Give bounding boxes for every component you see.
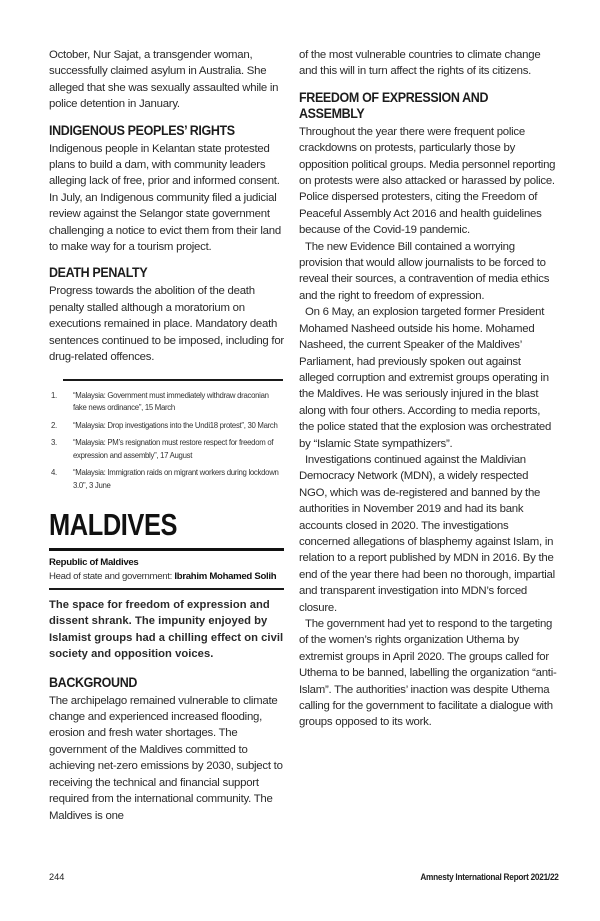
footnote-item[interactable] [49,437,284,462]
continuation-text: October, Nur Sajat, a transgender woman, successfully claimed asylum in Australia. She alleged that she was sexually assaulted while in police detention in January. [49,49,279,111]
section-heading-background: BACKGROUND [49,674,138,691]
left-column [49,47,284,824]
country-title: MALDIVES [49,506,178,542]
footnotes-list [49,390,284,493]
page-footer [0,870,600,886]
footnote-number: 1. [51,390,57,400]
page-number: 244 [49,872,65,882]
head-of-state-name: Ibrahim Mohamed Solih [174,570,277,582]
section-heading-death-penalty: DEATH PENALTY [49,265,148,282]
section-heading-indigenous-rights: INDIGENOUS PEOPLES’ RIGHTS [49,122,235,139]
paragraph: Progress towards the abolition of the death penalty stalled although a moratorium on executions remained in place. Mandatory death sentences continued to be imposed, including for drug-related offences. [49,285,284,364]
death-penalty-body [49,283,284,365]
footnote-item[interactable] [49,390,284,415]
continuation-paragraph [299,47,557,80]
paragraph: Throughout the year there were frequent police crackdowns on protests, particularly those by opposition political groups. Media personnel reporting on protests were also attacked or harassed by police. Police dispersed protesters, citing the Freedom of Peaceful Assembly Act 2016 and health guidelines because of the Covid-19 pandemic. [299,125,556,237]
footnote-text: “Malaysia: Immigration raids on migrant workers during lockdown 3.0”, 3 June [73,468,279,491]
paragraph: The archipelago remained vulnerable to climate change and experienced increased flooding, erosion and fresh water shortages. The government of the Maldives committed to achieving net-zero emissions by 2030, subject to receiving the technical and financial support required from the international community. The Maldives is one [49,694,283,822]
continuation-paragraph [49,47,284,113]
official-country-name: Republic of Maldives [49,556,139,568]
paragraph: The new Evidence Bill contained a worrying provision that would allow journalists to be forced to reveal their sources, a contravention of media ethics and the right to freedom of expression. [299,240,550,302]
footnote-text: “Malaysia: Government must immediately withdraw draconian fake news ordinance”, 15 March [73,390,269,413]
footnote-number: 4. [51,468,57,478]
background-body [49,693,284,824]
footnote-item[interactable] [49,420,284,433]
paragraph: Investigations continued against the Maldivian Democracy Network (MDN), a widely respected NGO, which was de-registered and banned by the authorities in November 2019 and had its bank accounts closed in 2020. The investigations concerned allegations of blasphemy against Islam, in relation to a report published by MDN in 2016. By the end of the year there had been no thorough, impartial and transparent investigation into MDN’s forced closure. [299,453,555,614]
footnote-number: 3. [51,438,57,448]
right-column [299,47,557,731]
country-meta [49,556,284,584]
indigenous-rights-body [49,141,284,256]
head-of-state-line [49,570,284,584]
section-heading-freedom-of-expression: FREEDOM OF EXPRESSION AND ASSEMBLY [299,89,489,122]
footnote-text: “Malaysia: Drop investigations into the Undi18 protest”, 30 March [73,420,278,430]
paragraph: The government had yet to respond to the targeting of the women’s rights organization Uthema by extremist groups in April 2020. The groups called for Uthema to be banned, labelling the organization “anti-Islam”. The authorities’ inaction was despite Uthema calling for the government to facilitate a dialogue with groups opposed to its work. [299,618,557,729]
country-summary: The space for freedom of expression and dissent shrank. The impunity enjoyed by Islamist groups had a chilling effect on civil society and opposition voices. [49,598,284,661]
head-of-state-label: Head of state and government: [49,570,175,582]
freedom-of-expression-body [299,124,557,731]
paragraph: Indigenous people in Kelantan state protested plans to build a dam, with community leaders alleging lack of free, prior and informed consent. In July, an Indigenous community filed a judicial review against the Selangor state government challenging a notice to evict them from their land to make way for a tourism project. [49,142,281,254]
continuation-text: of the most vulnerable countries to climate change and this will in turn affect the rights of its citizens. [299,49,541,78]
footnote-text: “Malaysia: PM’s resignation must restore respect for freedom of expression and assembly”, 17 August [73,438,274,460]
footnote-item[interactable] [49,467,284,492]
paragraph: On 6 May, an explosion targeted former President Mohamed Nasheed outside his home. Mohamed Nasheed, the current Speaker of the Maldives’ Parliament, had previously spoken out against alleged corruption and extremist groups operating in the Maldives. He was seriously injured in the blast along with four others. According to media reports, the police stated that the explosion was orchestrated by “Islamic State sympathizers”. [299,306,552,450]
publication-title: Amnesty International Report 2021/22 [420,872,559,882]
footnote-number: 2. [51,420,57,430]
